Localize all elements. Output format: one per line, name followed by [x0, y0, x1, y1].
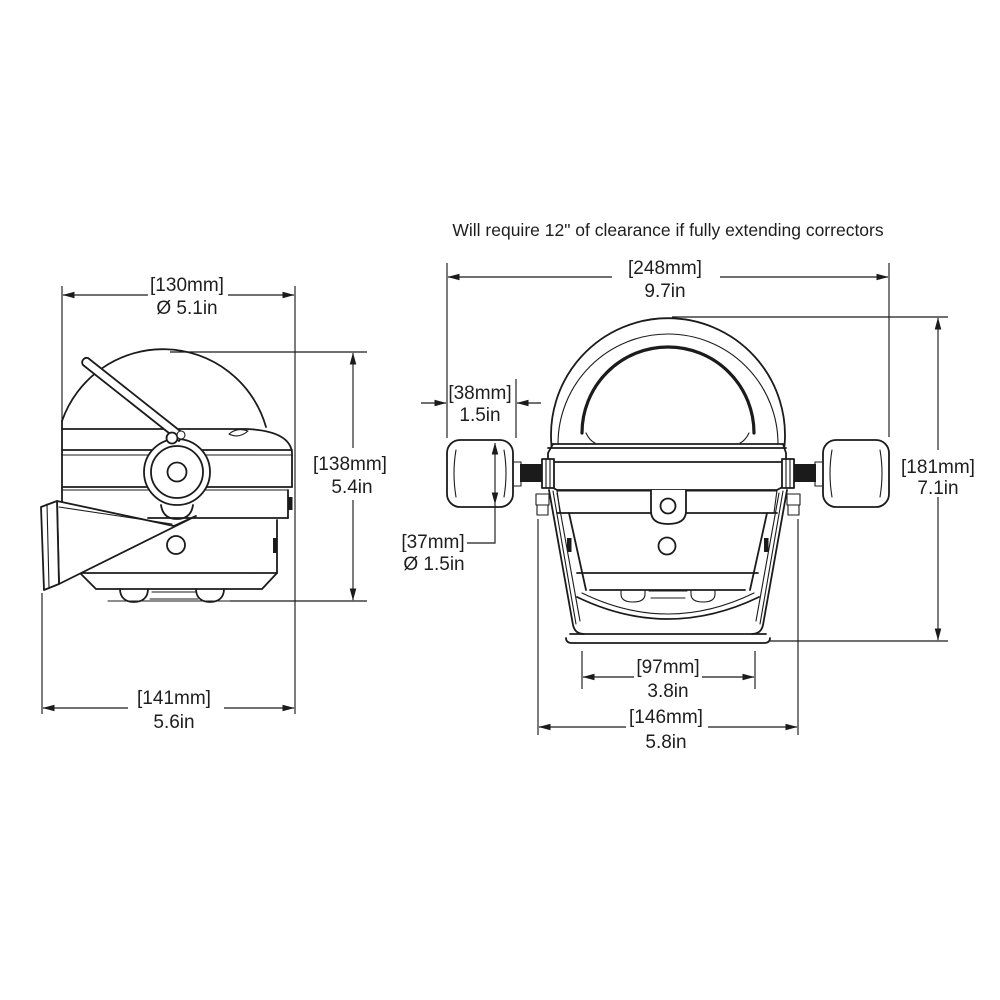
dim-label-1-5in: 1.5in — [459, 405, 501, 426]
dim-label-5-6in: 5.6in — [153, 712, 195, 733]
dim-label-5-4in: 5.4in — [331, 477, 373, 498]
side-knob — [144, 439, 210, 519]
side-shield-bolt-icon — [167, 433, 178, 444]
side-clamp-tick-lower — [273, 538, 278, 553]
side-bracket-plate — [41, 501, 59, 590]
dim-front-corrector-length — [421, 379, 541, 438]
dim-label-130mm: [130mm] — [150, 275, 224, 296]
dim-label-97mm: [97mm] — [636, 657, 700, 678]
dim-label-38mm: [38mm] — [448, 383, 512, 404]
side-body-screw — [167, 536, 185, 554]
bracket-bolt-right — [787, 494, 800, 505]
dim-label-146mm: [146mm] — [629, 707, 703, 728]
dim-label-181mm: [181mm] — [901, 457, 975, 478]
bracket-bolt-left — [536, 494, 549, 505]
dim-front-base-width — [582, 651, 755, 702]
dim-label-9-7in: 9.7in — [644, 281, 686, 302]
left-shaft-nut — [542, 459, 554, 488]
right-shaft-thread — [794, 464, 816, 482]
front-corrector-shafts — [512, 459, 824, 488]
dim-label-141mm: [141mm] — [137, 688, 211, 709]
bracket-cradle-curve — [577, 597, 759, 619]
right-corrector-knob — [823, 440, 889, 507]
dim-label-138mm: [138mm] — [313, 454, 387, 475]
front-dome — [551, 318, 785, 446]
dim-label-248mm: [248mm] — [628, 258, 702, 279]
dim-label-3-8in: 3.8in — [647, 681, 689, 702]
dim-label-5-8in: 5.8in — [645, 732, 687, 753]
side-view — [41, 275, 387, 733]
right-shaft-nut — [782, 459, 794, 488]
side-sunshield — [82, 358, 185, 444]
left-shaft-thread — [520, 464, 542, 482]
dim-label-7-1in: 7.1in — [917, 478, 959, 499]
side-clamp-tick-upper — [288, 497, 293, 510]
dim-label-diam-1-5in: Ø 1.5in — [403, 554, 465, 575]
side-lid-tab — [229, 430, 248, 436]
housing-screw — [659, 538, 676, 555]
front-body — [548, 444, 786, 491]
dim-label-5-1in: Ø 5.1in — [156, 298, 218, 319]
front-housing — [557, 490, 777, 602]
left-corrector-knob — [447, 440, 513, 507]
front-view — [401, 258, 975, 753]
housing-tab — [651, 490, 686, 524]
front-dome-inner — [582, 347, 754, 433]
dim-label-37mm: [37mm] — [401, 532, 465, 553]
side-base — [80, 573, 277, 602]
dim-side-width-bottom — [42, 593, 294, 733]
clearance-note: Will require 12" of clearance if fully extending correctors — [452, 220, 884, 240]
